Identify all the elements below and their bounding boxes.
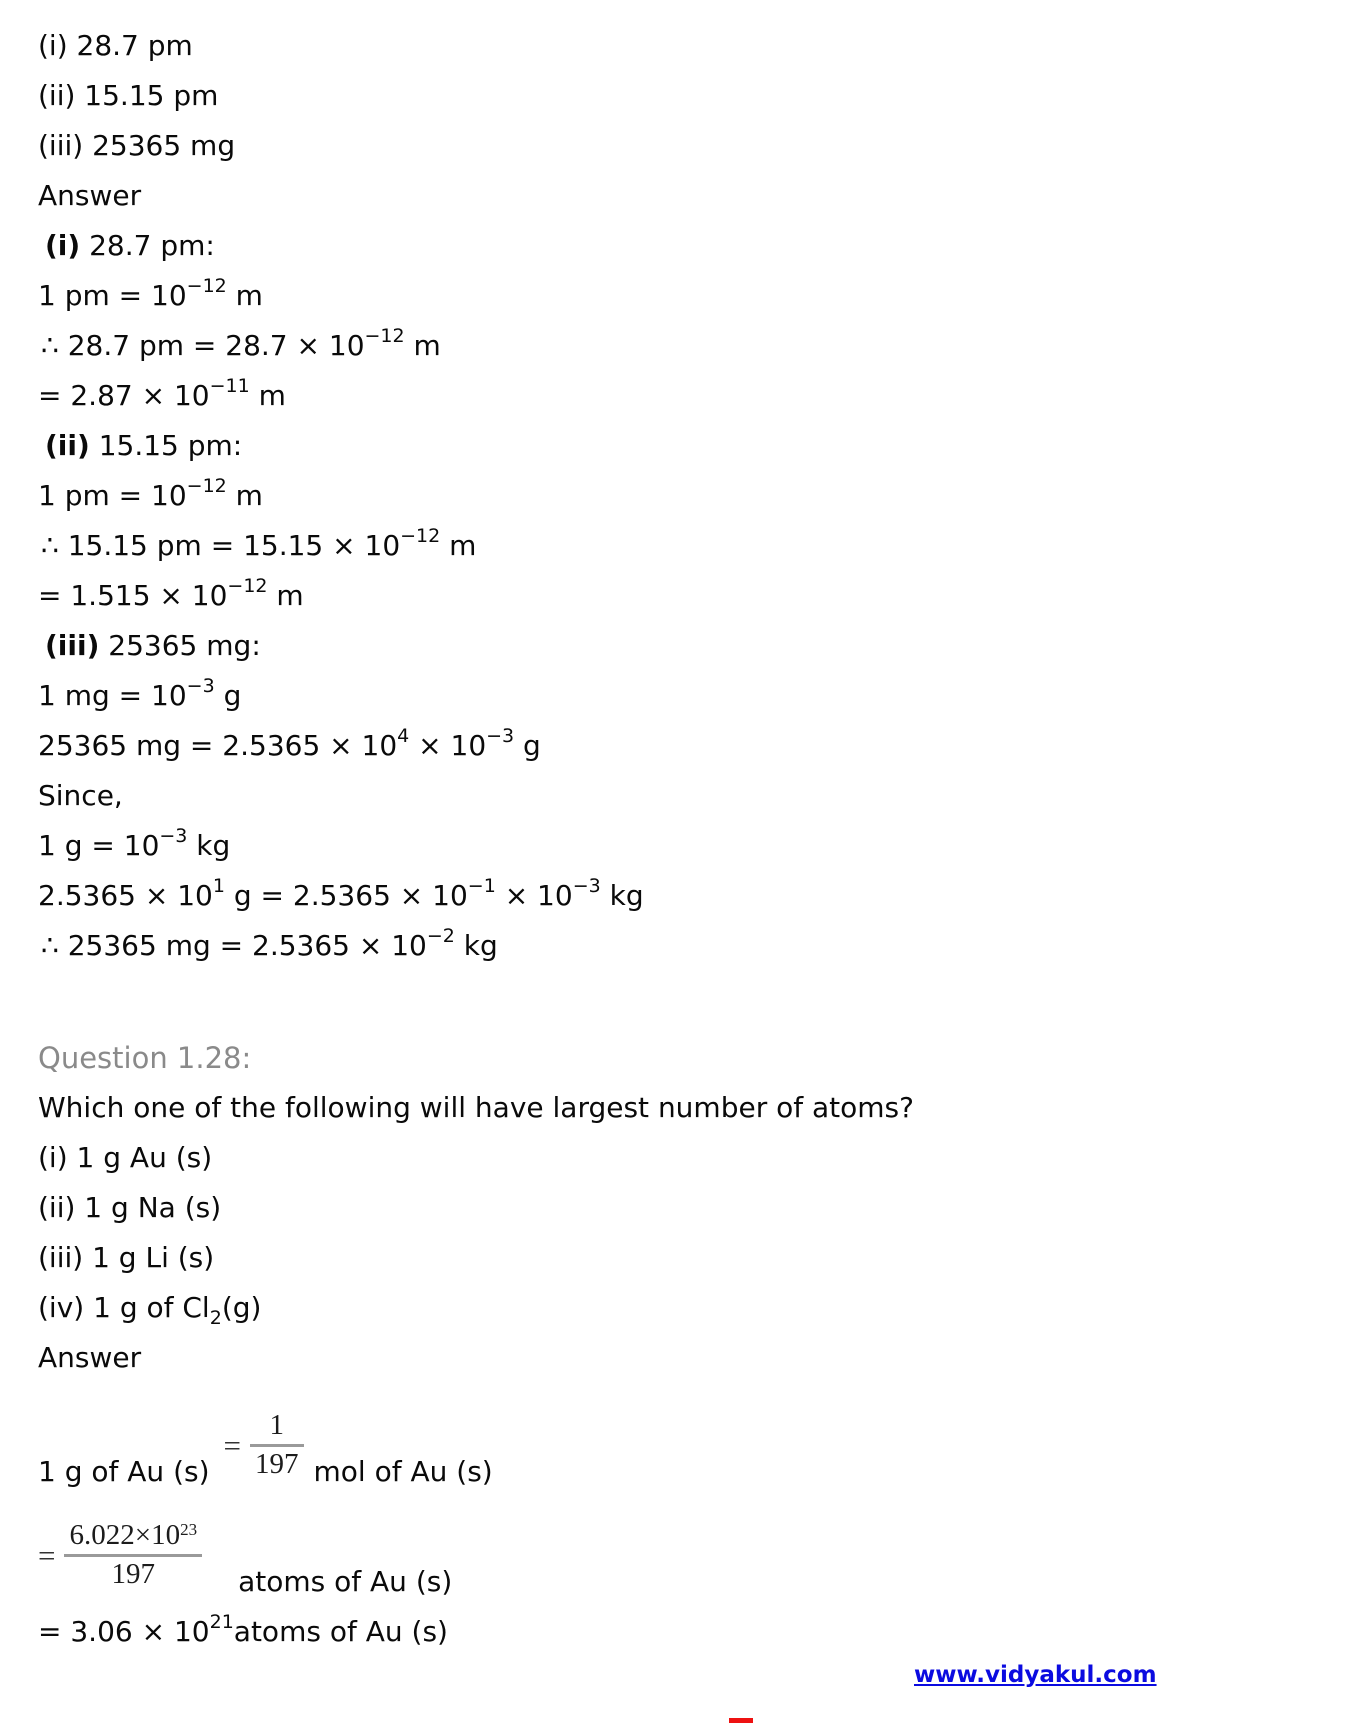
superscript: 23 bbox=[180, 1520, 198, 1540]
text-run: 1 g = 10 bbox=[38, 829, 160, 862]
text-line bbox=[38, 121, 1336, 171]
spacer bbox=[38, 971, 1336, 1033]
text-run: m bbox=[226, 279, 263, 312]
text-run: (i) 1 g Au (s) bbox=[38, 1141, 213, 1174]
text-run: Which one of the following will have largest number of atoms? bbox=[38, 1091, 914, 1124]
text-run: m bbox=[249, 379, 286, 412]
equation-post: atoms of Au (s) bbox=[238, 1565, 453, 1599]
text-line bbox=[38, 1333, 1336, 1383]
text-run: 28.7 pm: bbox=[80, 229, 215, 262]
text-run: 2.5365 × 10 bbox=[38, 879, 213, 912]
document-body bbox=[38, 21, 1336, 1657]
equation-pre: 1 g of Au (s) bbox=[38, 1455, 210, 1489]
superscript: −3 bbox=[186, 675, 215, 697]
text-run: (iv) 1 g of Cl bbox=[38, 1291, 210, 1324]
text-run: m bbox=[440, 529, 477, 562]
text-line bbox=[38, 671, 1336, 721]
text-run: (i) 28.7 pm bbox=[38, 29, 193, 62]
text-run: g bbox=[214, 679, 242, 712]
fraction-denominator: 197 bbox=[111, 1558, 156, 1591]
equals-sign: = bbox=[223, 1428, 241, 1464]
superscript: −3 bbox=[572, 875, 601, 897]
text-line bbox=[38, 771, 1336, 821]
superscript: −2 bbox=[426, 925, 455, 947]
text-run: 15.15 pm: bbox=[89, 429, 243, 462]
text-run: m bbox=[267, 579, 304, 612]
text-line bbox=[38, 1283, 1336, 1333]
question-heading bbox=[38, 1033, 1336, 1083]
text-run: 25365 mg: bbox=[99, 629, 261, 662]
text-run: g = 2.5365 × 10 bbox=[224, 879, 468, 912]
text-line bbox=[38, 1133, 1336, 1183]
superscript: 4 bbox=[397, 725, 410, 747]
text-run: 6.022×10 bbox=[69, 1519, 181, 1552]
text-run: (ii) 15.15 pm bbox=[38, 79, 219, 112]
text-line bbox=[38, 21, 1336, 71]
equation-fraction-group bbox=[224, 1410, 304, 1481]
text-run: kg bbox=[454, 929, 498, 962]
text-run: × 10 bbox=[409, 729, 487, 762]
text-line bbox=[38, 271, 1336, 321]
bold-run: (i) bbox=[45, 229, 81, 262]
text-run: Answer bbox=[38, 1341, 142, 1374]
text-line bbox=[38, 821, 1336, 871]
text-line bbox=[38, 1607, 1336, 1657]
text-line bbox=[38, 221, 1336, 271]
superscript: −12 bbox=[400, 525, 441, 547]
text-line bbox=[38, 171, 1336, 221]
equation-fraction-group bbox=[38, 1520, 202, 1591]
superscript: −11 bbox=[209, 375, 250, 397]
superscript: −12 bbox=[186, 275, 227, 297]
text-run: 1 pm = 10 bbox=[38, 279, 187, 312]
text-run: ∴ 25365 mg = 2.5365 × 10 bbox=[41, 929, 427, 962]
text-run: (iii) 25365 mg bbox=[38, 129, 236, 162]
text-run: 25365 mg = 2.5365 × 10 bbox=[38, 729, 398, 762]
text-run: 1 pm = 10 bbox=[38, 479, 187, 512]
fraction-denominator: 197 bbox=[255, 1448, 299, 1481]
superscript: −12 bbox=[186, 475, 227, 497]
text-line bbox=[38, 621, 1336, 671]
vidyakul-link[interactable]: www.vidyakul.com bbox=[914, 1662, 1157, 1688]
text-run: m bbox=[404, 329, 441, 362]
text-line bbox=[38, 371, 1336, 421]
superscript: −1 bbox=[467, 875, 496, 897]
text-run: (g) bbox=[221, 1291, 262, 1324]
fraction bbox=[64, 1520, 202, 1591]
text-line bbox=[38, 521, 1336, 571]
text-run: ∴ 28.7 pm = 28.7 × 10 bbox=[41, 329, 365, 362]
text-line bbox=[38, 871, 1336, 921]
text-line bbox=[38, 571, 1336, 621]
text-run: atoms of Au (s) bbox=[233, 1615, 448, 1648]
text-run: = 1.515 × 10 bbox=[38, 579, 228, 612]
text-run: (ii) 1 g Na (s) bbox=[38, 1191, 222, 1224]
superscript: −12 bbox=[364, 325, 405, 347]
fraction-bar bbox=[250, 1444, 304, 1447]
text-line bbox=[38, 721, 1336, 771]
text-line bbox=[38, 1233, 1336, 1283]
text-run: × 10 bbox=[495, 879, 573, 912]
superscript: −3 bbox=[159, 825, 188, 847]
text-run: Question 1.28: bbox=[38, 1041, 252, 1075]
text-run: = 2.87 × 10 bbox=[38, 379, 210, 412]
text-run: Since, bbox=[38, 779, 123, 812]
text-run: Answer bbox=[38, 179, 142, 212]
equals-sign: = bbox=[38, 1538, 56, 1574]
bold-run: (iii) bbox=[45, 629, 100, 662]
fraction-bar bbox=[64, 1554, 202, 1557]
text-run: ∴ 15.15 pm = 15.15 × 10 bbox=[41, 529, 401, 562]
text-run: 1 mg = 10 bbox=[38, 679, 187, 712]
equation-line bbox=[38, 1397, 1336, 1489]
fraction-numerator bbox=[265, 1410, 290, 1442]
superscript: −3 bbox=[486, 725, 515, 747]
text-run: kg bbox=[600, 879, 644, 912]
bold-run: (ii) bbox=[45, 429, 90, 462]
superscript: 1 bbox=[212, 875, 225, 897]
text-line bbox=[38, 1083, 1336, 1133]
text-line bbox=[38, 921, 1336, 971]
text-run: 1 bbox=[269, 1409, 284, 1442]
equation-post: mol of Au (s) bbox=[313, 1455, 493, 1489]
text-line bbox=[38, 321, 1336, 371]
text-line bbox=[38, 421, 1336, 471]
superscript: −12 bbox=[227, 575, 268, 597]
text-line bbox=[38, 471, 1336, 521]
equation-line bbox=[38, 1507, 1336, 1599]
text-run: g bbox=[514, 729, 541, 762]
text-run: (iii) 1 g Li (s) bbox=[38, 1241, 215, 1274]
subscript: 2 bbox=[209, 1307, 222, 1329]
fraction-numerator bbox=[64, 1520, 202, 1552]
text-run: m bbox=[226, 479, 263, 512]
superscript: 21 bbox=[209, 1611, 234, 1633]
text-run: = 3.06 × 10 bbox=[38, 1615, 210, 1648]
fraction bbox=[250, 1410, 304, 1481]
page-footer-marker bbox=[729, 1718, 753, 1723]
text-line bbox=[38, 1183, 1336, 1233]
text-line bbox=[38, 71, 1336, 121]
text-run: kg bbox=[187, 829, 231, 862]
